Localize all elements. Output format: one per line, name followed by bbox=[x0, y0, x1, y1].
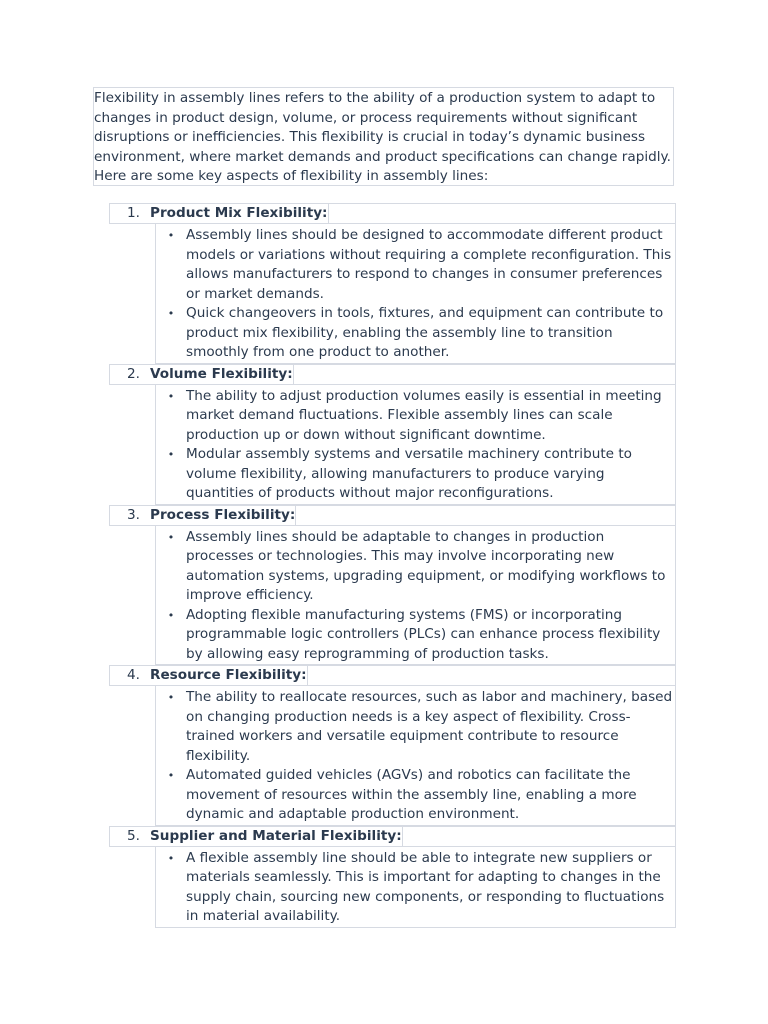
list-item-heading bbox=[109, 665, 676, 686]
list-item bbox=[109, 364, 676, 505]
bullet-item bbox=[156, 849, 675, 927]
bullet-text: Assembly lines should be designed to accommodate different product models or variations without requiring a complete reconfiguration. This allows manufacturers to respond to changes in consumer preferences or market demands. bbox=[186, 227, 672, 302]
list-item-number: 5. bbox=[127, 827, 140, 844]
list-item-number: 4. bbox=[127, 667, 140, 683]
list-item bbox=[109, 505, 676, 666]
bullet-icon: • bbox=[167, 769, 175, 782]
list-item-title: Supplier and Material Flexibility: bbox=[150, 827, 402, 844]
bullet-item bbox=[156, 766, 675, 825]
bullet-icon: • bbox=[167, 851, 175, 865]
list-item-heading bbox=[109, 364, 676, 385]
bullet-icon: • bbox=[167, 530, 175, 544]
aspects-list bbox=[109, 203, 676, 928]
bullet-text: The ability to adjust production volumes easily is essential in meeting market demand fluctuations. Flexible assembly lines can scale production up or down without significant downtime. bbox=[186, 387, 662, 443]
intro-paragraph: Flexibility in assembly lines refers to the ability of a production system to adapt to changes in product design, volume, or process requirements without significant disruptions or inefficiencies. This flexibility is crucial in today’s dynamic business environment, where market demands and product specifications can change rapidly. Here are some key aspects of flexibility in assembly lines: bbox=[93, 87, 674, 186]
bullet-icon: • bbox=[167, 691, 175, 704]
list-item-title: Volume Flexibility: bbox=[150, 365, 293, 382]
list-item-title: Product Mix Flexibility: bbox=[150, 205, 328, 221]
list-item-title: Resource Flexibility: bbox=[150, 667, 307, 683]
bullet-icon: • bbox=[167, 307, 175, 320]
bullet-item bbox=[156, 304, 675, 363]
list-item-heading bbox=[109, 203, 676, 224]
bullet-icon: • bbox=[167, 229, 175, 242]
list-item bbox=[109, 203, 676, 364]
bullet-list bbox=[155, 385, 676, 505]
list-item-number: 3. bbox=[127, 506, 140, 523]
bullet-list bbox=[155, 526, 676, 666]
list-item-heading bbox=[109, 826, 676, 847]
bullet-item bbox=[156, 445, 675, 504]
bullet-icon: • bbox=[167, 389, 175, 403]
bullet-item bbox=[156, 528, 675, 606]
bullet-text: A flexible assembly line should be able to integrate new suppliers or materials seamlessly. This is important for adapting to changes in the supply chain, sourcing new components, or responding to fluctuations in material availability. bbox=[186, 849, 665, 924]
list-item-heading bbox=[109, 505, 676, 526]
bullet-text: The ability to reallocate resources, such as labor and machinery, based on changing production needs is a key aspect of flexibility. Cross-trained workers and versatile equipment contribute to resource flexibility. bbox=[186, 689, 673, 764]
bullet-icon: • bbox=[167, 608, 175, 622]
bullet-item bbox=[156, 606, 675, 665]
list-item-title: Process Flexibility: bbox=[150, 506, 296, 523]
bullet-list bbox=[155, 847, 676, 928]
bullet-text: Modular assembly systems and versatile machinery contribute to volume flexibility, allowing manufacturers to produce varying quantities of products without major reconfigurations. bbox=[186, 446, 632, 501]
bullet-text: Adopting flexible manufacturing systems (FMS) or incorporating programmable logic controllers (PLCs) can enhance process flexibility by allowing easy reprogramming of production tasks. bbox=[186, 606, 661, 662]
list-item-number: 1. bbox=[127, 205, 140, 221]
list-item bbox=[109, 665, 676, 826]
bullet-item bbox=[156, 688, 675, 766]
bullet-list bbox=[155, 686, 676, 826]
bullet-text: Quick changeovers in tools, fixtures, and equipment can contribute to product mix flexibility, enabling the assembly line to transition smoothly from one product to another. bbox=[186, 305, 664, 360]
bullet-item bbox=[156, 387, 675, 446]
list-item bbox=[109, 826, 676, 928]
bullet-text: Assembly lines should be adaptable to changes in production processes or technologies. This may involve incorporating new automation systems, upgrading equipment, or modifying workflows to improve efficiency. bbox=[186, 528, 666, 603]
list-item-number: 2. bbox=[127, 365, 140, 382]
bullet-icon: • bbox=[167, 448, 175, 461]
bullet-list bbox=[155, 224, 676, 364]
bullet-text: Automated guided vehicles (AGVs) and robotics can facilitate the movement of resources within the assembly line, enabling a more dynamic and adaptable production environment. bbox=[186, 767, 637, 822]
bullet-item bbox=[156, 226, 675, 304]
